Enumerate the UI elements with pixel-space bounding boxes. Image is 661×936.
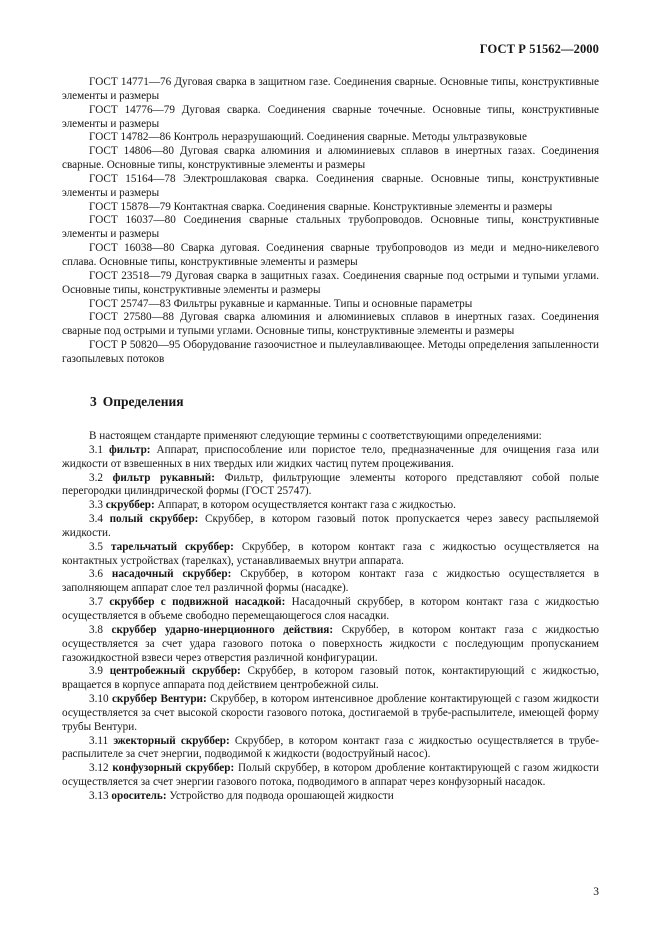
definition-item (62, 472, 599, 500)
reference-item: ГОСТ 23518—79 Дуговая сварка в защитных газах. Соединения сварные под острыми и тупыми углами. Основные типы, конструктивные элементы и размеры (62, 269, 599, 296)
definition-number: 3.5 (89, 540, 103, 553)
definition-term: центробежный скруббер: (109, 665, 241, 678)
definition-term: фильтр рукавный: (112, 471, 215, 484)
definition-text: Фильтр, фильтрующие элементы которого представляют собой полые перегородки цилиндрической формы (ГОСТ 25747). (62, 471, 599, 498)
definition-number: 3.10 (89, 693, 109, 706)
definition-text: Устройство для подвода орошающей жидкости (169, 789, 394, 802)
references-list (62, 76, 599, 367)
document-header: ГОСТ Р 51562—2000 (479, 42, 599, 56)
definition-number: 3.6 (89, 568, 103, 581)
reference-item: ГОСТ 15878—79 Контактная сварка. Соединения сварные. Конструктивные элементы и размеры (89, 200, 553, 213)
definition-number: 3.9 (89, 665, 103, 678)
definition-term: скруббер Вентури: (111, 693, 207, 706)
definition-item (62, 762, 599, 790)
section-title: Определения (102, 394, 184, 409)
reference-item: ГОСТ Р 50820—95 Оборудование газоочистное и пылеулавливающее. Методы определения запыленности газопылевых потоков (62, 339, 599, 365)
definition-text: Полый скруббер, в котором дробление контактирующей с газом жидкости осуществляется за счет энергии газового потока, подводимого в аппарат через конфузорный насадок. (62, 762, 600, 789)
definition-item (62, 444, 599, 472)
definition-text: Насадочный скруббер, в котором контакт газа с жидкостью осуществляется в объеме свободно перемещающегося слоя насадки. (62, 596, 599, 622)
definition-text: Скруббер, в котором газовый поток пропускается через завесу распыляемой жидкости. (62, 513, 599, 539)
definition-term: полый скруббер: (109, 513, 199, 526)
definition-term: тарельчатый скруббер: (110, 540, 234, 553)
definition-item (62, 790, 599, 804)
reference-item: ГОСТ 14776—79 Дуговая сварка. Соединения сварные точечные. Основные типы, конструктивные элементы и размеры (62, 103, 599, 130)
definition-number: 3.1 (89, 443, 103, 456)
reference-item: ГОСТ 16038—80 Сварка дуговая. Соединения сварные трубопроводов из меди и медно-никелевого сплава. Основные типы, конструктивные элементы и размеры (62, 242, 599, 268)
definition-number: 3.7 (89, 596, 103, 609)
reference-item: ГОСТ 25747—83 Фильтры рукавные и карманные. Типы и основные параметры (89, 297, 473, 310)
definition-term: фильтр: (108, 443, 151, 456)
definition-text: Скруббер, в котором контакт газа с жидкостью осуществляется на контактных устройствах (тарелках), устанавливаемых внутри аппарата. (62, 540, 600, 567)
definition-item (62, 541, 599, 569)
definition-item (62, 513, 599, 541)
definition-number: 3.11 (89, 734, 109, 747)
reference-item: ГОСТ 14771—76 Дуговая сварка в защитном газе. Соединения сварные. Основные типы, конструктивные элементы и размеры (62, 76, 599, 102)
definition-text: Скруббер, в котором контакт газа с жидкостью осуществляется за счет удара газового потока о поверхность жидкости с последующим пропусканием газожидкостной взвеси через отверстия различной конфигурации. (62, 623, 600, 664)
definition-number: 3.12 (89, 762, 109, 775)
definition-number: 3.13 (89, 789, 109, 802)
definition-term: насадочный скруббер: (111, 568, 232, 581)
definition-item (62, 693, 599, 735)
definition-term: эжекторный скруббер: (113, 734, 230, 747)
definition-text: Аппарат, в котором осуществляется контакт газа с жидкостью. (157, 499, 456, 512)
definition-term: конфузорный скруббер: (112, 762, 235, 775)
reference-item: ГОСТ 14806—80 Дуговая сварка алюминия и алюминиевых сплавов в инертных газах. Соединения сварные. Основные типы, конструктивные элементы и размеры (62, 145, 599, 172)
page-number: 3 (593, 886, 599, 898)
reference-item: ГОСТ 14782—86 Контроль неразрушающий. Соединения сварные. Методы ультразвуковые (89, 131, 527, 144)
definition-term: скруббер: (105, 499, 155, 512)
definition-item (62, 499, 599, 513)
definition-number: 3.3 (89, 499, 103, 512)
definition-item (62, 624, 599, 666)
definition-term: скруббер с подвижной насадкой: (109, 596, 286, 609)
definition-term: ороситель: (111, 789, 167, 802)
reference-item: ГОСТ 27580—88 Дуговая сварка алюминия и алюминиевых сплавов в инертных газах. Соединения сварные под острыми и тупыми углами. Основные типы, конструктивные элементы и размеры (62, 311, 599, 338)
definition-term: скруббер ударно-инерционного действия: (111, 623, 334, 636)
definition-number: 3.4 (89, 513, 103, 526)
definition-text: Скруббер, в котором интенсивное дробление контактирующей с газом жидкости осуществляется за счет высокой скорости газового потока, достигаемой в трубе-распылителе, имеющей форму трубы Вентури. (62, 693, 599, 733)
section-heading (90, 394, 184, 410)
definition-text: Скруббер, в котором контакт газа с жидкостью осуществляется в трубе-распылителе за счет энергии, подводимой к жидкости (водоструйный насос). (62, 734, 600, 761)
section-number: 3 (90, 394, 97, 409)
definition-number: 3.8 (89, 623, 103, 636)
definition-item (62, 596, 599, 624)
reference-item: ГОСТ 16037—80 Соединения сварные стальных трубопроводов. Основные типы, конструктивные элементы и размеры (62, 214, 599, 241)
section-intro: В настоящем стандарте применяют следующие термины с соответствующими определениями: (89, 430, 542, 442)
definition-item (62, 568, 599, 596)
definition-text: Скруббер, в котором газовый поток, контактирующий с жидкостью, вращается в корпусе аппарата под действием центробежной силы. (62, 665, 600, 692)
definition-item (62, 735, 599, 763)
definition-text: Скруббер, в котором контакт газа с жидкостью осуществляется в заполняющем аппарат слое тел различной формы (насадке). (62, 568, 599, 595)
definition-number: 3.2 (89, 471, 103, 484)
definition-text: Аппарат, приспособление или пористое тело, предназначенные для очищения газа или жидкости от взвешенных в них твердых или жидких частиц путем процеживания. (62, 443, 599, 470)
definition-item (62, 665, 599, 693)
reference-item: ГОСТ 15164—78 Электрошлаковая сварка. Соединения сварные. Основные типы, конструктивные элементы и размеры (62, 172, 599, 199)
definitions-list (62, 430, 599, 804)
